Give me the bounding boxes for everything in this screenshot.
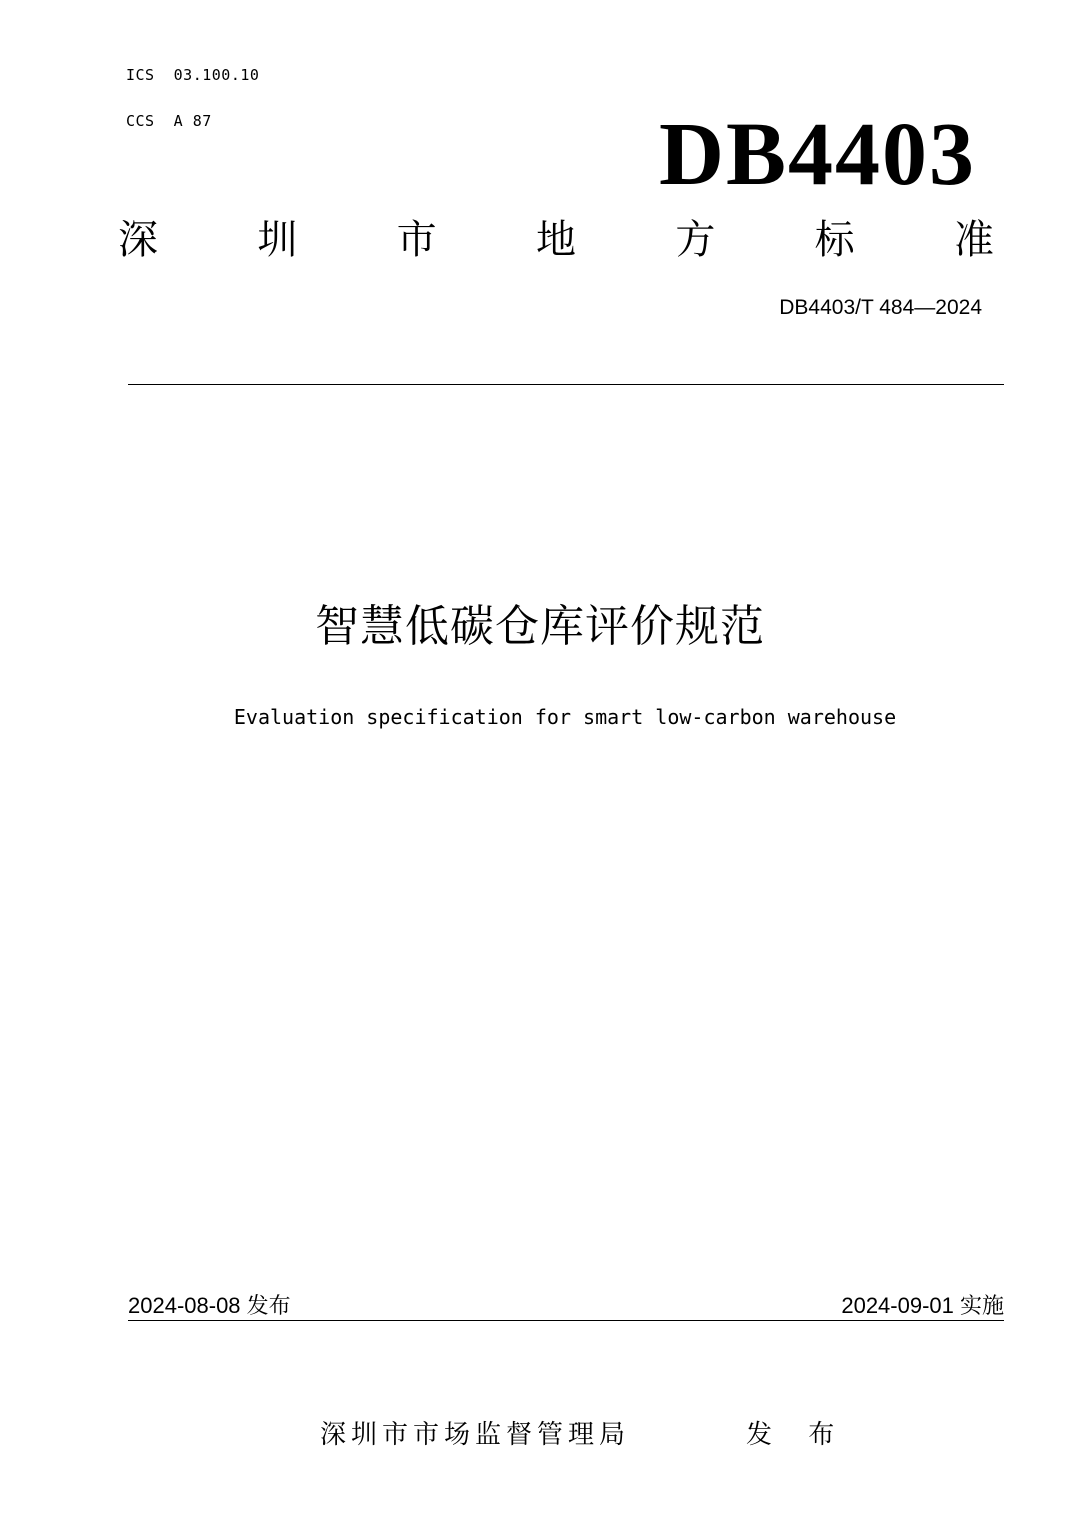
standard-type-char: 市	[396, 216, 437, 263]
document-title-english: Evaluation specification for smart low-carbon warehouse	[233, 705, 897, 729]
document-title-chinese: 智慧低碳仓库评价规范	[315, 601, 765, 652]
ccs-code: CCS A 87	[126, 112, 212, 130]
issue-date: 2024-08-08 发布	[128, 1293, 291, 1318]
standard-type-char: 地	[535, 216, 576, 263]
bottom-divider	[128, 1320, 1004, 1321]
standard-type-char: 方	[675, 216, 716, 263]
standard-type-title	[118, 208, 994, 264]
implementation-date: 2024-09-01 实施	[841, 1293, 1004, 1318]
top-divider	[128, 384, 1004, 385]
ics-code: ICS 03.100.10	[126, 66, 260, 84]
standard-type-char: 准	[953, 216, 994, 263]
standard-type-char: 圳	[257, 216, 298, 263]
standard-code-logo: DB4403	[658, 105, 976, 204]
publisher-name: 深圳市市场监督管理局	[320, 1420, 631, 1450]
standard-number: DB4403/T 484—2024	[779, 296, 982, 319]
standard-type-char: 标	[814, 216, 855, 263]
standard-type-char: 深	[118, 216, 158, 263]
publish-label: 发 布	[746, 1420, 849, 1450]
